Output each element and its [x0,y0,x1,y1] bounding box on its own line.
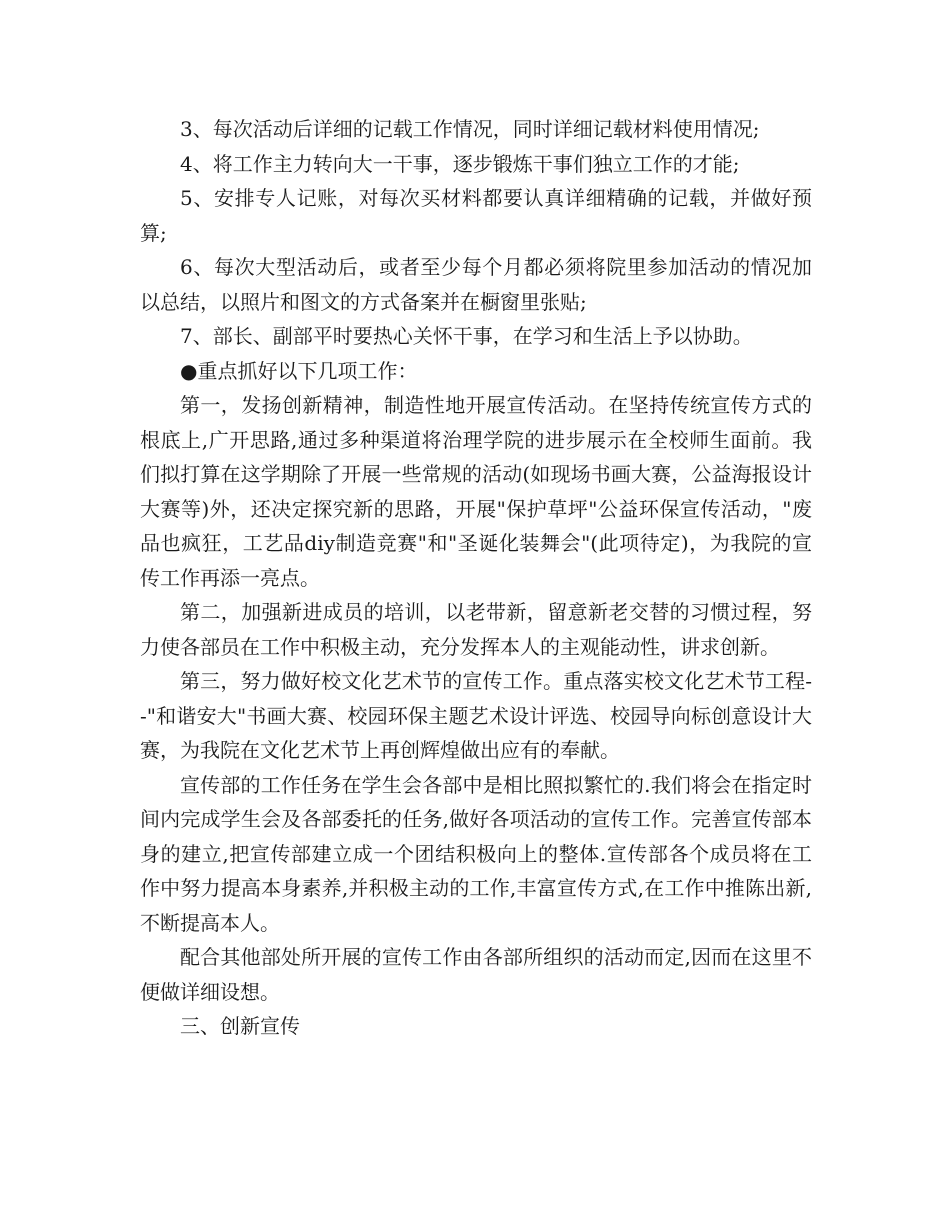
paragraph-item-3: 3、每次活动后详细的记载工作情况，同时详细记载材料使用情况; [180,117,760,141]
paragraph-department-tasks: 宣传部的工作任务在学生会各部中是相比照拟繁忙的.我们将会在指定时间内完成学生会及各部委托的任务,做好各项活动的宣传工作。完善宣传部本身的建立,把宣传部建立成一个团结积极向上的整体.宣传部各个成员将在工作中努力提高本身素养,并积极主动的工作,丰富宣传方式,在工作中推陈出新,不断提高本人。 [140,772,812,935]
paragraph-item-7: 7、部长、副部平时要热心关怀干事，在学习和生活上予以协助。 [180,324,753,348]
section-heading-innovation: 三、创新宣传 [180,1014,300,1038]
paragraph-third: 第三，努力做好校文化艺术节的宣传工作。重点落实校文化艺术节工程--"和谐安大"书画大赛、校园环保主题艺术设计评选、校园导向标创意设计大赛，为我院在文化艺术节上再创辉煌做出应有的奉献。 [140,669,812,762]
paragraph-cooperation: 配合其他部处所开展的宣传工作由各部所组织的活动而定,因而在这里不便做详细设想。 [140,945,812,1004]
key-work-heading: ●重点抓好以下几项工作： [180,358,418,383]
paragraph-item-6: 6、每次大型活动后，或者至少每个月都必须将院里参加活动的情况加以总结，以照片和图文的方式备案并在橱窗里张贴; [140,255,812,314]
paragraph-first: 第一，发扬创新精神，制造性地开展宣传活动。在坚持传统宣传方式的根底上,广开思路,通过多种渠道将治理学院的进步展示在全校师生面前。我们拟打算在这学期除了开展一些常规的活动(如现场书画大赛，公益海报设计大赛等)外，还决定探究新的思路，开展"保护草坪"公益环保宣传活动，"废品也疯狂，工艺品diy制造竞赛"和"圣诞化装舞会"(此项待定)，为我院的宣传工作再添一亮点。 [140,393,812,590]
paragraph-second: 第二，加强新进成员的培训，以老带新，留意新老交替的习惯过程，努力使各部员在工作中积极主动，充分发挥本人的主观能动性，讲求创新。 [140,600,812,659]
document-page [140,112,812,1044]
paragraph-item-5: 5、安排专人记账，对每次买材料都要认真详细精确的记载，并做好预算; [140,186,812,245]
paragraph-item-4: 4、将工作主力转向大一干事，逐步锻炼干事们独立工作的才能; [180,151,740,176]
